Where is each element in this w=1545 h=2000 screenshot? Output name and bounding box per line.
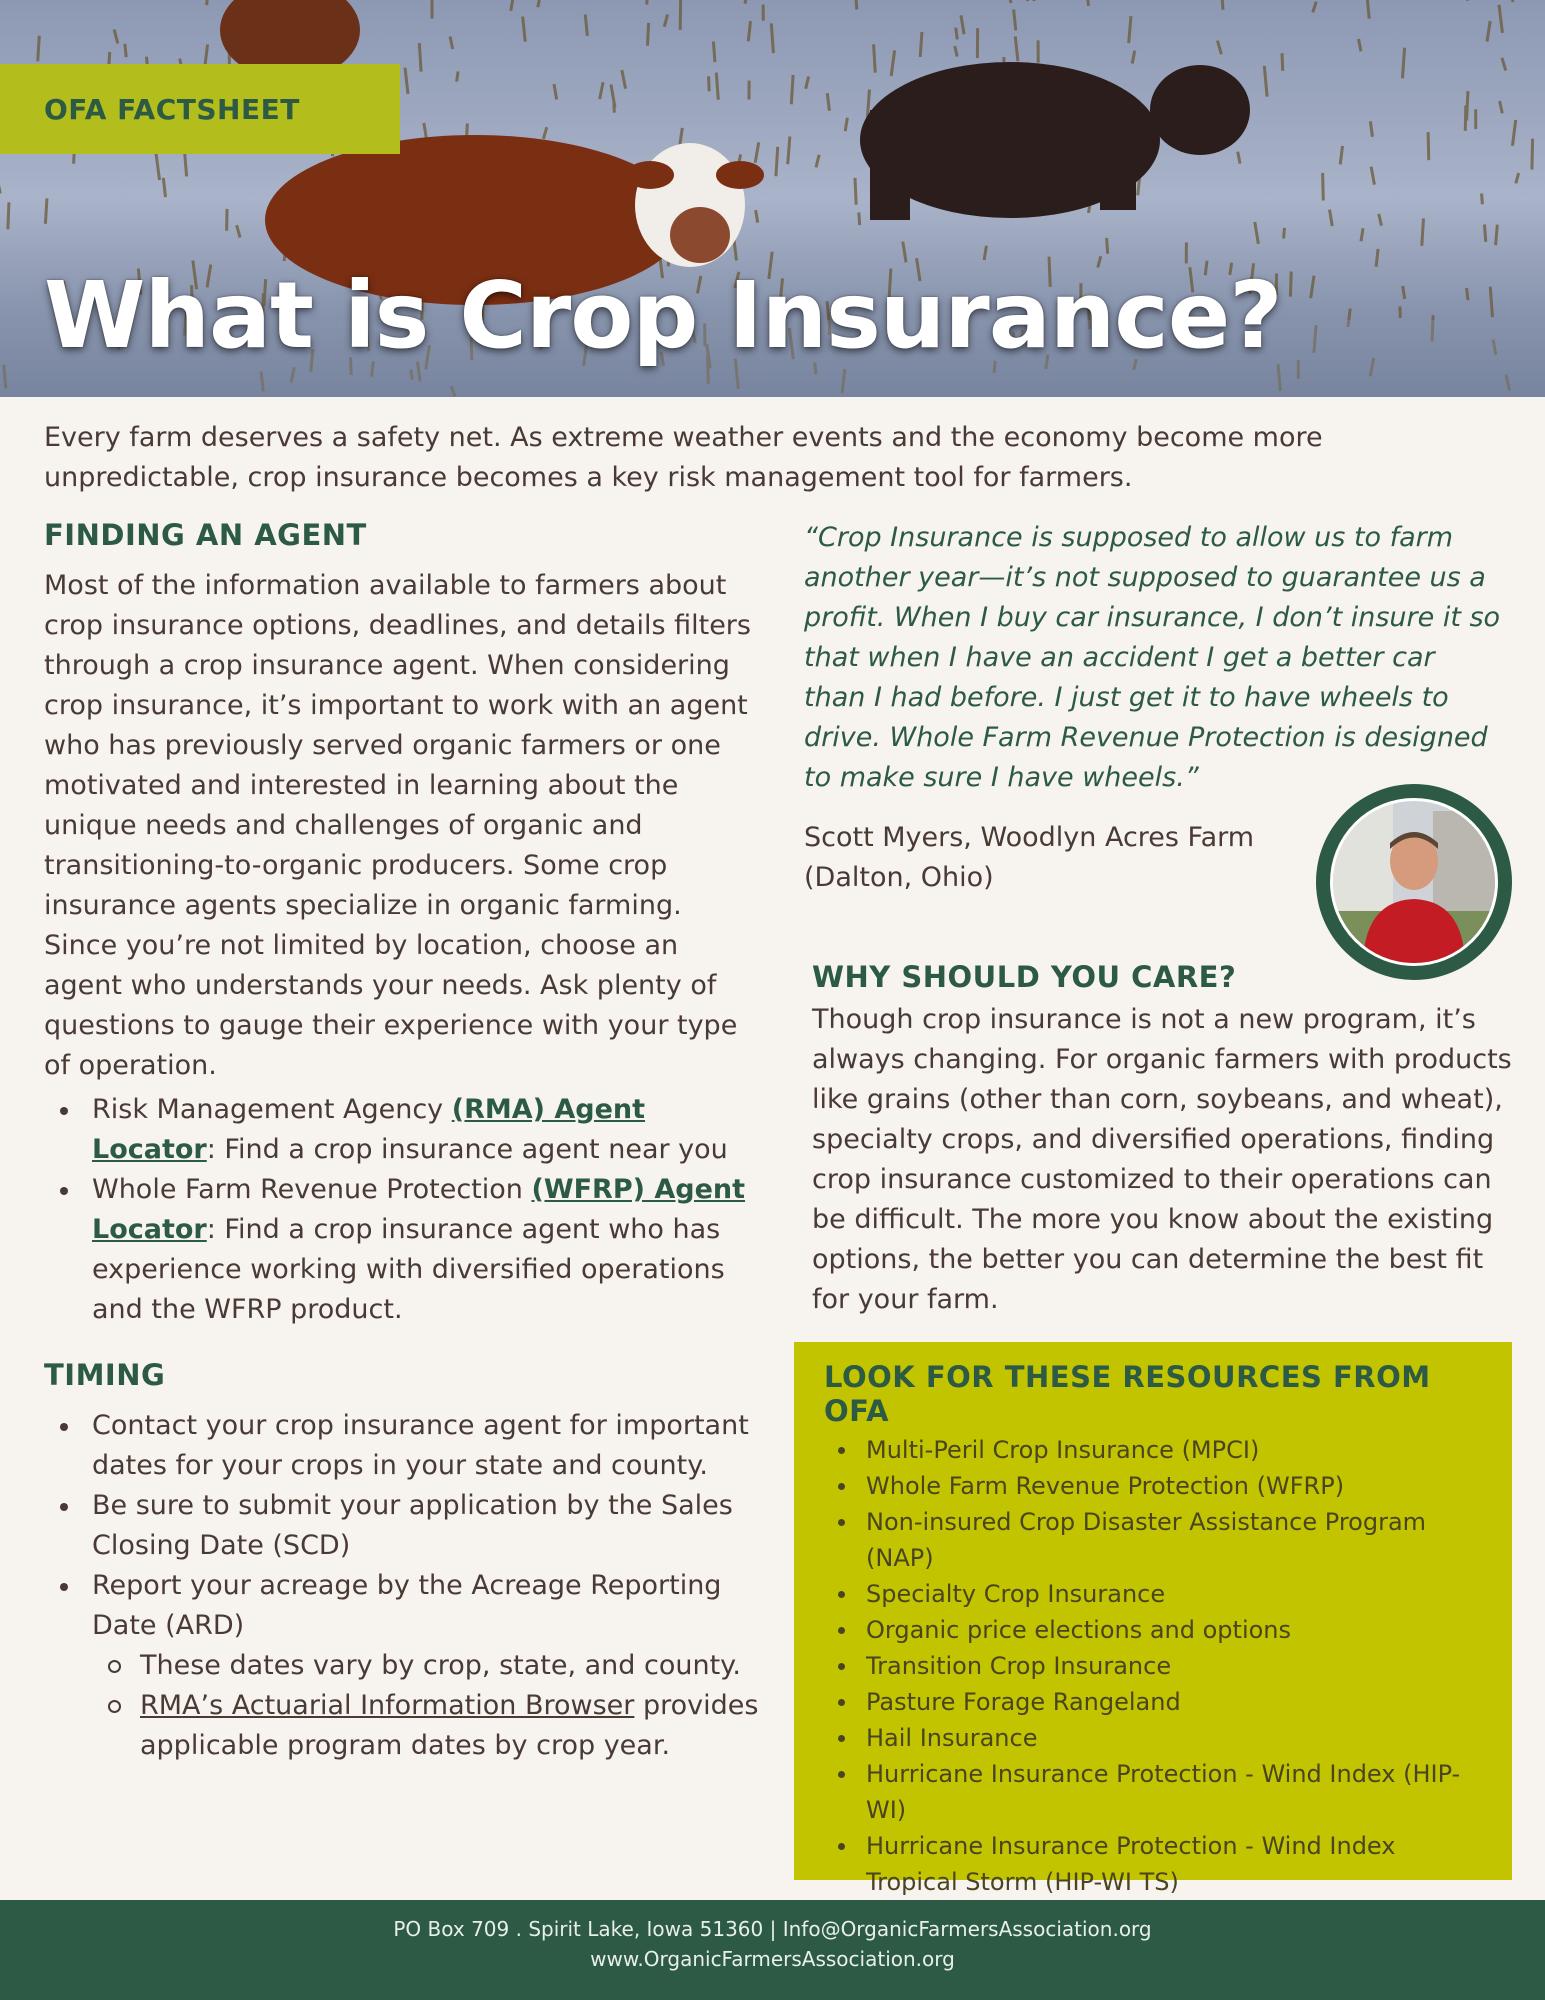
actuarial-browser-link[interactable]: RMA’s Actuarial Information Browser bbox=[140, 1690, 635, 1721]
stubble-stroke bbox=[1290, 272, 1291, 297]
stubble-stroke bbox=[8, 202, 9, 229]
stubble-stroke bbox=[1466, 0, 1467, 1]
stubble-stroke bbox=[419, 43, 421, 72]
stubble-stroke bbox=[716, 73, 718, 100]
stubble-stroke bbox=[920, 32, 922, 57]
why-care-body: Though crop insurance is not a new program, it’s always changing. For organic farmers with products like grains (other than corn, soybeans, and wheat), specialty crops, and diversified operations, finding crop insurance customized to their operations can be difficult. The more you know about the existing options, the better you can determine the best fit for your farm. bbox=[812, 1004, 1512, 1315]
stubble-stroke bbox=[1107, 238, 1108, 254]
list-item: Contact your crop insurance agent for important dates for your crops in your state and county. bbox=[44, 1406, 764, 1486]
stubble-stroke bbox=[1361, 228, 1363, 241]
resources-heading: LOOK FOR THESE RESOURCES FROM OFA bbox=[824, 1360, 1431, 1428]
hero-banner bbox=[0, 0, 1545, 397]
stubble-stroke bbox=[1221, 0, 1223, 10]
stubble-stroke bbox=[788, 137, 790, 165]
list-item: Be sure to submit your application by the Sales Closing Date (SCD) bbox=[44, 1486, 764, 1566]
stubble-stroke bbox=[1323, 173, 1324, 201]
stubble-stroke bbox=[874, 44, 876, 72]
stubble-stroke bbox=[791, 75, 793, 104]
list-item: Pasture Forage Rangeland bbox=[824, 1684, 1488, 1720]
stubble-stroke bbox=[1402, 48, 1404, 79]
stubble-stroke bbox=[1484, 225, 1485, 242]
footer-address: PO Box 709 . Spirit Lake, Iowa 51360 | Info@OrganicFarmersAssociation.org bbox=[393, 1917, 1152, 1941]
list-item: Non-insured Crop Disaster Assistance Program (NAP) bbox=[824, 1504, 1488, 1576]
stubble-stroke bbox=[956, 28, 958, 40]
stubble-stroke bbox=[1370, 121, 1372, 136]
stubble-stroke bbox=[867, 89, 869, 117]
stubble-stroke bbox=[827, 93, 829, 111]
avatar bbox=[1316, 784, 1512, 980]
stubble-stroke bbox=[776, 147, 778, 176]
stubble-stroke bbox=[771, 23, 773, 53]
finding-agent-body: Most of the information available to farmers about crop insurance options, deadlines, and details filters through a crop insurance agent. When considering crop insurance, it’s important to work with an agent who has previously served organic farmers or one motivated and interested in learning about the unique needs and challenges of organic and transitioning-to-organic producers. Some crop insurance agents specialize in organic farming. Since you’re not limited by location, choose an agent who understands your needs. Ask plenty of questions to gauge their experience with your type of operation. bbox=[44, 570, 751, 1081]
list-item: Organic price elections and options bbox=[824, 1612, 1488, 1648]
list-item: Hail Insurance bbox=[824, 1720, 1488, 1756]
stubble-stroke bbox=[511, 0, 513, 11]
list-item: Whole Farm Revenue Protection (WFRP) bbox=[824, 1468, 1488, 1504]
stubble-stroke bbox=[1496, 225, 1498, 246]
timing-sub-list bbox=[92, 1646, 764, 1766]
stubble-stroke bbox=[1284, 228, 1285, 239]
stubble-stroke bbox=[1532, 139, 1533, 170]
stubble-stroke bbox=[1027, 0, 1028, 1]
rma-agent-locator-link[interactable]: (RMA) Agent Locator bbox=[92, 1094, 646, 1165]
list-item: Risk Management Agency (RMA) Agent Locator: Find a crop insurance agent near you bbox=[44, 1090, 754, 1170]
list-item: Whole Farm Revenue Protection (WFRP) Agent Locator: Find a crop insurance agent who has experience working with diversified operations and the WFRP product. bbox=[44, 1170, 754, 1330]
person-portrait-icon bbox=[1333, 801, 1495, 963]
stubble-stroke bbox=[1034, 0, 1035, 1]
intro-paragraph: Every farm deserves a safety net. As extreme weather events and the economy become more unpredictable, crop insurance becomes a key risk management tool for farmers. bbox=[44, 422, 1323, 493]
stubble-stroke bbox=[1513, 0, 1514, 2]
timing-list bbox=[44, 1406, 764, 1766]
stubble-stroke bbox=[1422, 218, 1424, 245]
stubble-stroke bbox=[1428, 132, 1429, 160]
stubble-stroke bbox=[457, 71, 458, 81]
agent-locator-list bbox=[44, 1090, 754, 1330]
stubble-stroke bbox=[1282, 53, 1283, 71]
stubble-stroke bbox=[1482, 193, 1483, 204]
stubble-stroke bbox=[45, 198, 47, 224]
stubble-stroke bbox=[709, 76, 710, 91]
resources-list bbox=[824, 1432, 1488, 1900]
stubble-stroke bbox=[756, 210, 758, 223]
why-care-heading: WHY SHOULD YOU CARE? bbox=[812, 960, 1237, 994]
list-item: Multi-Peril Crop Insurance (MPCI) bbox=[824, 1432, 1488, 1468]
timing-heading: TIMING bbox=[44, 1358, 166, 1392]
finding-agent-heading: FINDING AN AGENT bbox=[44, 518, 367, 552]
sub-list-item: These dates vary by crop, state, and county. bbox=[92, 1646, 764, 1686]
timing-section bbox=[44, 1358, 764, 1766]
stubble-stroke bbox=[1014, 9, 1016, 30]
list-item: Report your acreage by the Acreage Reporting Date (ARD) These dates vary by crop, state, and county. RMA’s Actuarial Information Browser provides applicable program dates by crop year. bbox=[44, 1566, 764, 1766]
stubble-stroke bbox=[585, 14, 587, 35]
stubble-stroke bbox=[859, 212, 860, 225]
footer-website: www.OrganicFarmersAssociation.org bbox=[590, 1947, 955, 1971]
factsheet-tag: OFA FACTSHEET bbox=[0, 64, 400, 154]
why-care-section bbox=[812, 960, 1512, 1320]
stubble-stroke bbox=[125, 44, 126, 57]
farmer-quote: “Crop Insurance is supposed to allow us to farm another year—it’s not supposed to guarantee us a profit. When I buy car insurance, I don’t insure it so that when I have an accident I get a better car than I had before. I just get it to have wheels to drive. Whole Farm Revenue Protection is designed to make sure I have wheels.” bbox=[804, 522, 1501, 793]
stubble-stroke bbox=[38, 36, 40, 62]
finding-agent-section bbox=[44, 518, 754, 1330]
avatar-photo bbox=[1330, 798, 1498, 966]
attribution-name: Scott Myers, Woodlyn Acres Farm bbox=[804, 822, 1255, 853]
stubble-stroke bbox=[109, 52, 110, 64]
quote-attribution bbox=[804, 818, 1284, 898]
stubble-stroke bbox=[647, 23, 648, 46]
resources-box bbox=[794, 1342, 1512, 1896]
page-title: What is Crop Insurance? bbox=[44, 262, 1282, 369]
footer bbox=[0, 1900, 1545, 2000]
stubble-stroke bbox=[1403, 286, 1405, 299]
list-item: Specialty Crop Insurance bbox=[824, 1576, 1488, 1612]
sub-list-item: RMA’s Actuarial Information Browser provides applicable program dates by crop year. bbox=[92, 1686, 764, 1766]
list-item: Hurricane Insurance Protection - Wind Index Tropical Storm (HIP-WI TS) bbox=[824, 1828, 1488, 1900]
stubble-stroke bbox=[713, 42, 715, 63]
wfrp-agent-locator-link[interactable]: (WFRP) Agent Locator bbox=[92, 1174, 746, 1245]
stubble-stroke bbox=[1087, 0, 1088, 6]
list-item: Transition Crop Insurance bbox=[824, 1648, 1488, 1684]
stubble-stroke bbox=[856, 0, 857, 10]
stubble-stroke bbox=[855, 178, 856, 205]
stubble-stroke bbox=[1376, 249, 1378, 267]
attribution-location: (Dalton, Ohio) bbox=[804, 862, 994, 893]
stubble-stroke bbox=[1467, 288, 1468, 300]
list-item: Hurricane Insurance Protection - Wind Index (HIP-WI) bbox=[824, 1756, 1488, 1828]
